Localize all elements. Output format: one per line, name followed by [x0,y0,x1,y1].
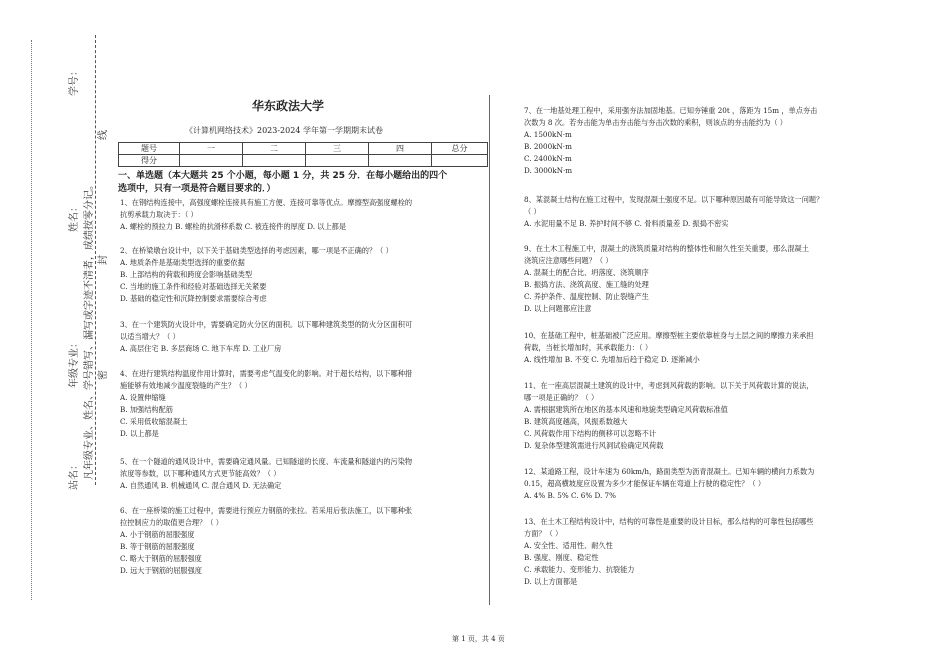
school-label: 站名： [69,460,80,490]
question-option: A. 水泥用量不足 B. 养护时间不够 C. 骨料质量差 D. 振捣不密实 [524,219,729,228]
section-title-line: 一、单选题（本大题共 25 个小题，每小题 1 分，共 25 分．在每小题给出的四个 [118,171,448,181]
page-footer: 第 1 页，共 4 页 [452,635,505,643]
score-cell [243,155,306,167]
question-option: A. 1500kN·m [524,130,572,139]
score-header-cell: 三 [306,143,369,155]
question-text: 3、在一个建筑防火设计中，需要确定防火分区的面积。以下哪种建筑类型的防火分区面积可 [120,320,413,329]
question-text: 浓度等参数，以下哪种通风方式更节能高效？（ ） [120,469,281,478]
question-text: 6、在一座桥梁的施工过程中，需要进行预应力钢筋的张拉。若采用后张法施工，以下哪种张 [120,506,413,515]
question-text: 12、某道路工程，设计车速为 60km/h，路面类型为沥青混凝土。已知车辆的横向力系数为 [524,467,815,476]
question-option: C. 采用低收缩混凝土 [120,417,188,426]
question-text: 9、在土木工程施工中，混凝土的浇筑质量对结构的整体性和耐久性至关重要，那么混凝土 [524,244,809,253]
question-option: C. 当地的施工条件和经验对基础选择无关紧要 [120,282,267,291]
question-8 [524,194,823,230]
student-id-label: 学号： [69,66,80,96]
question-option: A. 混凝土的配合比、坍落度、浇筑顺序 [524,268,649,277]
question-option: A. 需根据建筑所在地区的基本风速和地貌类型确定风荷载标准值 [524,405,728,414]
question-3 [120,319,412,355]
question-11 [524,380,813,452]
question-option: A. 地质条件是基础类型选择的重要依据 [120,258,245,267]
question-1 [120,197,412,233]
question-option: A. 4% B. 5% C. 6% D. 7% [524,491,616,500]
question-text: 0.15，超高横坡度应设置为多少才能保证车辆在弯道上行驶的稳定性？（ ） [524,479,766,488]
question-option: D. 以上问题都应注意 [524,304,592,313]
question-text: 11、在一座高层混凝土建筑的设计中，考虑到风荷载的影响。以下关于风荷载计算的说法， [524,381,814,390]
score-header-cell: 一 [180,143,243,155]
score-cell [369,155,432,167]
score-table-row [119,155,488,167]
question-option: B. 强度、刚度、稳定性 [524,553,599,562]
question-text: 13、在土木工程结构设计中，结构的可靠性是重要的设计目标，那么结构的可靠性包括哪些 [524,517,814,526]
question-10 [524,330,813,366]
seal-mark: 密 [98,370,109,380]
question-option: D. 远大于钢筋的屈服强度 [120,566,202,575]
seal-mark: 线 [98,130,109,140]
score-table [118,142,488,167]
question-2 [120,245,393,305]
question-text: 7、在一地基处理工程中，采用强夯法加固地基。已知夯锤重 20t ，落距为 15m ，单点夯击 [524,106,818,115]
question-text: 荷载，当桩长增加时，其承载能力：（ ） [524,343,653,352]
question-option: C. 略大于钢筋的屈服强度 [120,554,202,563]
score-header-cell: 题号 [119,143,180,155]
score-row-label: 得分 [119,155,180,167]
question-option: B. 建筑高度越高，风振系数越大 [524,417,628,426]
exam-title: 《计算机网络技术》2023-2024 学年第一学期期末试卷 [185,126,383,135]
question-text: 5、在一个隧道的通风设计中，需要确定通风量。已知隧道的长度、车流量和隧道内的污染物 [120,457,413,466]
question-text: 方面？（ ） [524,529,563,538]
question-text: 拉控制应力的取值更合理？（ ） [120,518,223,527]
question-text: 哪一项是正确的？（ ） [524,393,599,402]
question-option: A. 自然通风 B. 机械通风 C. 混合通风 D. 无法确定 [120,481,282,490]
question-option: B. 加强结构配筋 [120,405,173,414]
question-text: 抗剪承载力取决于：（ ） [120,210,198,219]
question-13 [524,516,813,588]
question-7 [524,105,817,177]
question-option: A. 安全性、适用性、耐久性 [524,541,613,550]
question-5 [120,456,412,492]
question-option: A. 高层住宅 B. 多层商场 C. 地下车库 D. 工业厂房 [120,344,282,353]
question-4 [120,368,412,440]
question-text: 10、在基础工程中，桩基础被广泛应用。摩擦型桩主要依靠桩身与土层之间的摩擦力来承担 [524,331,814,340]
score-table-header-row [119,143,488,155]
name-label: 姓名： [69,202,80,232]
question-text: 4、在进行建筑结构温度作用计算时，需要考虑气温变化的影响。对于超长结构，以下哪种措 [120,369,413,378]
binding-notice: 凡年级专业、姓名、学号错写、漏写或字迹不清者，成绩按零分记。 [84,180,95,480]
section-title-line: 选项中，只有一项是符合题目要求的．） [118,184,276,194]
question-option: B. 上部结构的荷载和跨度会影响基础类型 [120,270,253,279]
grade-major-label: 年级专业： [69,338,80,388]
score-cell [432,155,488,167]
question-option: B. 2000kN·m [524,142,572,151]
score-cell [306,155,369,167]
question-option: D. 复杂体型建筑需进行风洞试验确定风荷载 [524,441,664,450]
question-12 [524,466,814,502]
question-9 [524,243,809,315]
question-option: C. 养护条件、温度控制、防止裂缝产生 [524,292,649,301]
question-option: A. 设置伸缩缝 [120,393,166,402]
section-heading [118,170,478,196]
question-text: 8、某混凝土结构在施工过程中，发现混凝土强度不足。以下哪种原因最有可能导致这一问题？ [524,195,824,204]
question-option: D. 以上都是 [120,429,159,438]
seal-mark: 封 [98,255,109,265]
question-option: A. 小于钢筋的屈服强度 [120,530,195,539]
university-title: 华东政法大学 [252,99,325,113]
score-header-cell: 二 [243,143,306,155]
binding-dotted-line [31,40,32,600]
question-option: D. 3000kN·m [524,166,573,175]
question-text: 2、在桥梁墩台设计中，以下关于基础类型选择的考虑因素，哪一项是不正确的？（ ） [120,246,393,255]
question-option: D. 基础的稳定性和沉降控制要求需要综合考虑 [120,294,267,303]
question-option: C. 承载能力、变形能力、抗裂能力 [524,565,635,574]
question-text: 1、在钢结构连接中，高强度螺栓连接具有施工方便、连接可靠等优点。摩擦型高强度螺栓的 [120,198,413,207]
question-6 [120,505,412,577]
question-text: （ ） [524,207,541,216]
question-option: A. 线性增加 B. 不变 C. 先增加后趋于稳定 D. 逐渐减小 [524,355,700,364]
question-text: 施能够有效地减少温度裂缝的产生？（ ） [120,381,252,390]
question-option: C. 2400kN·m [524,154,572,163]
score-header-cell: 总分 [432,143,488,155]
question-option: A. 螺栓的预拉力 B. 螺栓的抗滑移系数 C. 被连接件的厚度 D. 以上都是 [120,222,347,231]
column-divider [489,95,490,605]
question-option: B. 等于钢筋的屈服强度 [120,542,195,551]
question-text: 以适当增大？（ ） [120,332,180,341]
score-cell [180,155,243,167]
question-text: 次数为 8 次。若夯击能为单击夯击能与夯击次数的乘积，则该点的夯击能约为（ ） [524,118,787,127]
score-header-cell: 四 [369,143,432,155]
question-text: 浇筑应注意哪些问题？（ ） [524,256,613,265]
question-option: C. 风荷载作用下结构的侧移可以忽略不计 [524,429,657,438]
question-option: D. 以上方面都是 [524,577,578,586]
question-option: B. 振捣方法、浇筑高度、施工缝的处理 [524,280,649,289]
